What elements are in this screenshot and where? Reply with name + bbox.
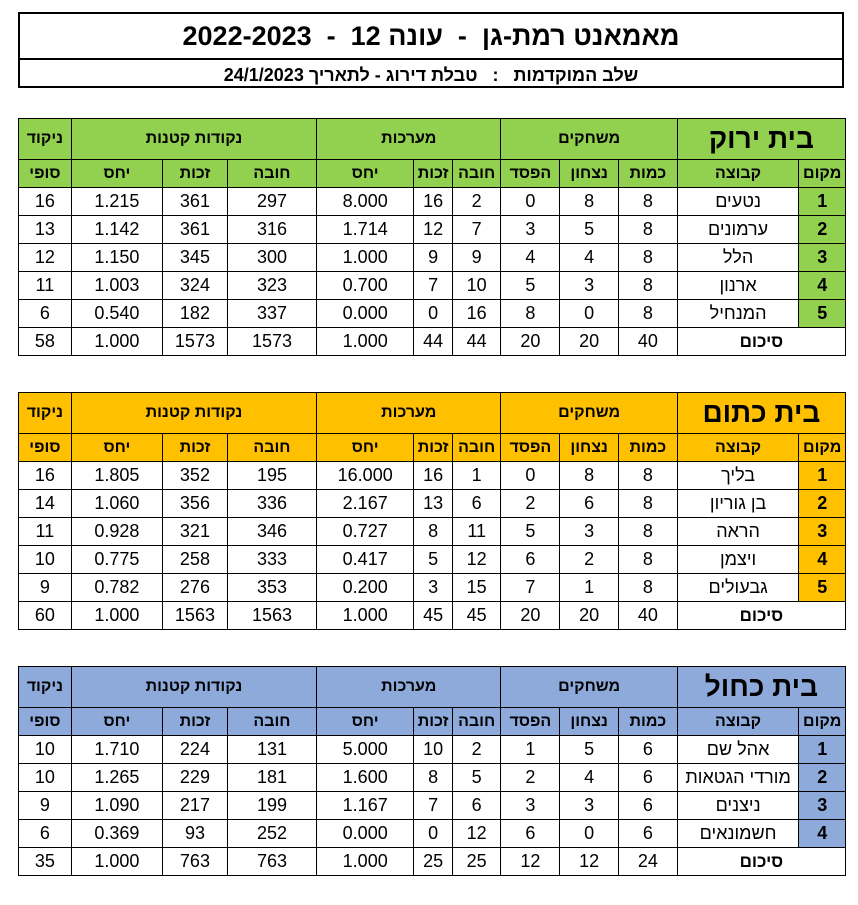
- sets-credit-cell: 8: [414, 518, 453, 546]
- total-label: סיכום: [677, 848, 845, 876]
- pts-debit-cell: 336: [227, 490, 316, 518]
- played-cell: 8: [619, 216, 678, 244]
- table-row: [19, 300, 846, 328]
- pts-credit-cell: 345: [163, 244, 228, 272]
- team-name-cell: הלל: [677, 244, 799, 272]
- rank-cell: 2: [799, 490, 846, 518]
- score-header-bottom: סופי: [19, 160, 72, 188]
- sets-debit-cell: 9: [452, 244, 501, 272]
- pts-ratio-cell: 1.003: [71, 272, 162, 300]
- total-played-cell: 40: [619, 328, 678, 356]
- pts-ratio-cell: 1.215: [71, 188, 162, 216]
- points-debit-header: חובה: [227, 708, 316, 736]
- total-lost-cell: 20: [501, 602, 560, 630]
- sets-ratio-cell: 2.167: [317, 490, 414, 518]
- won-cell: 6: [560, 490, 619, 518]
- sets-group-header: מערכות: [317, 393, 501, 434]
- score-header-top: ניקוד: [19, 119, 72, 160]
- sets-credit-cell: 12: [414, 216, 453, 244]
- table-row: [19, 462, 846, 490]
- sets-credit-cell: 7: [414, 792, 453, 820]
- total-won-cell: 20: [560, 328, 619, 356]
- team-name-cell: מורדי הגטאות: [677, 764, 799, 792]
- sets-ratio-cell: 0.417: [317, 546, 414, 574]
- table-row: [19, 574, 846, 602]
- rank-cell: 2: [799, 764, 846, 792]
- won-cell: 8: [560, 462, 619, 490]
- pts-ratio-cell: 1.265: [71, 764, 162, 792]
- games-group-header: משחקים: [501, 119, 677, 160]
- pts-ratio-cell: 0.369: [71, 820, 162, 848]
- played-cell: 8: [619, 272, 678, 300]
- team-name-cell: בליך: [677, 462, 799, 490]
- house-title: בית כתום: [677, 393, 845, 434]
- played-cell: 8: [619, 490, 678, 518]
- total-played-cell: 40: [619, 602, 678, 630]
- played-header: כמות: [619, 708, 678, 736]
- sets-credit-cell: 13: [414, 490, 453, 518]
- lost-header: הפסד: [501, 708, 560, 736]
- pts-ratio-cell: 1.805: [71, 462, 162, 490]
- played-cell: 6: [619, 764, 678, 792]
- won-cell: 2: [560, 546, 619, 574]
- won-cell: 5: [560, 736, 619, 764]
- total-pts-credit-cell: 1563: [163, 602, 228, 630]
- page-subtitle: שלב המוקדמות : טבלת דירוג - לתאריך 24/1/2023: [223, 65, 639, 85]
- sets-debit-cell: 11: [452, 518, 501, 546]
- score-cell: 10: [19, 764, 72, 792]
- sets-ratio-cell: 1.600: [317, 764, 414, 792]
- total-score-cell: 35: [19, 848, 72, 876]
- pts-ratio-cell: 0.782: [71, 574, 162, 602]
- points-debit-header: חובה: [227, 160, 316, 188]
- pts-credit-cell: 356: [163, 490, 228, 518]
- sets-ratio-cell: 1.000: [317, 244, 414, 272]
- total-sets-credit-cell: 44: [414, 328, 453, 356]
- won-cell: 3: [560, 518, 619, 546]
- total-pts-credit-cell: 763: [163, 848, 228, 876]
- played-cell: 8: [619, 188, 678, 216]
- total-pts-ratio-cell: 1.000: [71, 602, 162, 630]
- won-cell: 5: [560, 216, 619, 244]
- score-cell: 11: [19, 272, 72, 300]
- lost-cell: 1: [501, 736, 560, 764]
- rank-header: מקום: [799, 434, 846, 462]
- total-label: סיכום: [677, 602, 845, 630]
- sets-debit-cell: 1: [452, 462, 501, 490]
- pts-credit-cell: 217: [163, 792, 228, 820]
- total-pts-debit-cell: 1563: [227, 602, 316, 630]
- sets-ratio-cell: 8.000: [317, 188, 414, 216]
- rank-cell: 1: [799, 462, 846, 490]
- total-pts-ratio-cell: 1.000: [71, 328, 162, 356]
- team-name-cell: נטעים: [677, 188, 799, 216]
- lost-cell: 0: [501, 188, 560, 216]
- sets-debit-cell: 7: [452, 216, 501, 244]
- sets-debit-cell: 15: [452, 574, 501, 602]
- page-title: מאמאנט רמת-גן - עונה 12 - 2022-2023: [20, 14, 842, 60]
- lost-cell: 3: [501, 792, 560, 820]
- pts-ratio-cell: 1.150: [71, 244, 162, 272]
- total-row: [19, 328, 846, 356]
- games-group-header: משחקים: [501, 667, 677, 708]
- rank-cell: 1: [799, 188, 846, 216]
- played-cell: 8: [619, 574, 678, 602]
- total-label: סיכום: [677, 328, 845, 356]
- sets-credit-cell: 0: [414, 820, 453, 848]
- pts-credit-cell: 352: [163, 462, 228, 490]
- pts-credit-cell: 93: [163, 820, 228, 848]
- pts-debit-cell: 297: [227, 188, 316, 216]
- page-header: [18, 12, 844, 88]
- pts-ratio-cell: 0.928: [71, 518, 162, 546]
- sets-ratio-cell: 5.000: [317, 736, 414, 764]
- total-lost-cell: 20: [501, 328, 560, 356]
- total-sets-ratio-cell: 1.000: [317, 848, 414, 876]
- rank-cell: 3: [799, 518, 846, 546]
- won-cell: 0: [560, 300, 619, 328]
- pts-ratio-cell: 1.710: [71, 736, 162, 764]
- played-cell: 6: [619, 792, 678, 820]
- won-cell: 0: [560, 820, 619, 848]
- pts-debit-cell: 252: [227, 820, 316, 848]
- points-ratio-header: יחס: [71, 434, 162, 462]
- pts-credit-cell: 324: [163, 272, 228, 300]
- pts-credit-cell: 361: [163, 216, 228, 244]
- pts-debit-cell: 300: [227, 244, 316, 272]
- total-pts-credit-cell: 1573: [163, 328, 228, 356]
- rank-header: מקום: [799, 708, 846, 736]
- pts-ratio-cell: 0.540: [71, 300, 162, 328]
- pts-credit-cell: 182: [163, 300, 228, 328]
- sets-credit-cell: 3: [414, 574, 453, 602]
- score-header-bottom: סופי: [19, 708, 72, 736]
- team-name-cell: המנחיל: [677, 300, 799, 328]
- pts-debit-cell: 316: [227, 216, 316, 244]
- sets-credit-header: זכות: [414, 708, 453, 736]
- score-cell: 14: [19, 490, 72, 518]
- total-pts-ratio-cell: 1.000: [71, 848, 162, 876]
- pts-ratio-cell: 0.775: [71, 546, 162, 574]
- pts-debit-cell: 199: [227, 792, 316, 820]
- won-cell: 3: [560, 792, 619, 820]
- total-score-cell: 58: [19, 328, 72, 356]
- played-cell: 8: [619, 244, 678, 272]
- total-sets-debit-cell: 25: [452, 848, 501, 876]
- house-table: [18, 118, 846, 356]
- sets-ratio-cell: 16.000: [317, 462, 414, 490]
- team-name-cell: גבעולים: [677, 574, 799, 602]
- won-cell: 4: [560, 764, 619, 792]
- team-name-cell: ניצנים: [677, 792, 799, 820]
- sets-credit-cell: 5: [414, 546, 453, 574]
- points-debit-header: חובה: [227, 434, 316, 462]
- rank-cell: 5: [799, 300, 846, 328]
- sets-debit-cell: 2: [452, 188, 501, 216]
- pts-ratio-cell: 1.090: [71, 792, 162, 820]
- lost-header: הפסד: [501, 434, 560, 462]
- table-row: [19, 272, 846, 300]
- points-group-header: נקודות קטנות: [71, 667, 316, 708]
- lost-cell: 3: [501, 216, 560, 244]
- score-cell: 6: [19, 300, 72, 328]
- sets-ratio-cell: 0.727: [317, 518, 414, 546]
- won-header: נצחון: [560, 708, 619, 736]
- rank-header: מקום: [799, 160, 846, 188]
- pts-debit-cell: 195: [227, 462, 316, 490]
- pts-credit-cell: 361: [163, 188, 228, 216]
- team-name-cell: אהל שם: [677, 736, 799, 764]
- sets-ratio-cell: 1.167: [317, 792, 414, 820]
- points-credit-header: זכות: [163, 708, 228, 736]
- table-row: [19, 736, 846, 764]
- table-row: [19, 188, 846, 216]
- score-cell: 13: [19, 216, 72, 244]
- total-played-cell: 24: [619, 848, 678, 876]
- won-header: נצחון: [560, 160, 619, 188]
- sets-credit-cell: 16: [414, 462, 453, 490]
- score-header-top: ניקוד: [19, 393, 72, 434]
- points-group-header: נקודות קטנות: [71, 393, 316, 434]
- sets-ratio-cell: 0.000: [317, 820, 414, 848]
- team-header: קבוצה: [677, 708, 799, 736]
- house-title: בית ירוק: [677, 119, 845, 160]
- played-cell: 8: [619, 300, 678, 328]
- score-cell: 12: [19, 244, 72, 272]
- pts-debit-cell: 333: [227, 546, 316, 574]
- sets-credit-cell: 0: [414, 300, 453, 328]
- lost-cell: 6: [501, 820, 560, 848]
- team-name-cell: חשמונאים: [677, 820, 799, 848]
- sets-ratio-header: יחס: [317, 160, 414, 188]
- played-cell: 8: [619, 518, 678, 546]
- played-header: כמות: [619, 160, 678, 188]
- rank-cell: 4: [799, 546, 846, 574]
- rank-cell: 4: [799, 820, 846, 848]
- table-row: [19, 546, 846, 574]
- pts-credit-cell: 276: [163, 574, 228, 602]
- points-credit-header: זכות: [163, 160, 228, 188]
- sets-ratio-cell: 0.200: [317, 574, 414, 602]
- sets-credit-cell: 16: [414, 188, 453, 216]
- score-cell: 11: [19, 518, 72, 546]
- team-name-cell: ארנון: [677, 272, 799, 300]
- played-cell: 8: [619, 546, 678, 574]
- score-cell: 10: [19, 736, 72, 764]
- team-header: קבוצה: [677, 434, 799, 462]
- rank-cell: 3: [799, 792, 846, 820]
- team-name-cell: ערמונים: [677, 216, 799, 244]
- lost-cell: 6: [501, 546, 560, 574]
- score-cell: 10: [19, 546, 72, 574]
- table-row: [19, 792, 846, 820]
- score-header-top: ניקוד: [19, 667, 72, 708]
- team-name-cell: הראה: [677, 518, 799, 546]
- total-sets-credit-cell: 25: [414, 848, 453, 876]
- sets-debit-cell: 6: [452, 792, 501, 820]
- score-cell: 9: [19, 574, 72, 602]
- total-won-cell: 12: [560, 848, 619, 876]
- score-cell: 16: [19, 462, 72, 490]
- sets-credit-cell: 9: [414, 244, 453, 272]
- played-cell: 6: [619, 736, 678, 764]
- lost-cell: 4: [501, 244, 560, 272]
- won-cell: 4: [560, 244, 619, 272]
- points-ratio-header: יחס: [71, 160, 162, 188]
- sets-debit-header: חובה: [452, 708, 501, 736]
- rank-cell: 3: [799, 244, 846, 272]
- points-ratio-header: יחס: [71, 708, 162, 736]
- sets-credit-header: זכות: [414, 160, 453, 188]
- sets-ratio-header: יחס: [317, 434, 414, 462]
- points-group-header: נקודות קטנות: [71, 119, 316, 160]
- team-name-cell: בן גוריון: [677, 490, 799, 518]
- won-header: נצחון: [560, 434, 619, 462]
- lost-cell: 0: [501, 462, 560, 490]
- pts-ratio-cell: 1.142: [71, 216, 162, 244]
- score-cell: 6: [19, 820, 72, 848]
- sets-debit-cell: 6: [452, 490, 501, 518]
- pts-credit-cell: 229: [163, 764, 228, 792]
- total-sets-ratio-cell: 1.000: [317, 328, 414, 356]
- sets-credit-cell: 7: [414, 272, 453, 300]
- total-won-cell: 20: [560, 602, 619, 630]
- played-cell: 8: [619, 462, 678, 490]
- rank-cell: 1: [799, 736, 846, 764]
- lost-cell: 7: [501, 574, 560, 602]
- pts-credit-cell: 224: [163, 736, 228, 764]
- sets-credit-cell: 8: [414, 764, 453, 792]
- table-row: [19, 820, 846, 848]
- house-table: [18, 666, 846, 876]
- lost-header: הפסד: [501, 160, 560, 188]
- lost-cell: 8: [501, 300, 560, 328]
- total-lost-cell: 12: [501, 848, 560, 876]
- sets-debit-cell: 2: [452, 736, 501, 764]
- games-group-header: משחקים: [501, 393, 677, 434]
- sets-debit-cell: 10: [452, 272, 501, 300]
- sets-credit-header: זכות: [414, 434, 453, 462]
- won-cell: 8: [560, 188, 619, 216]
- sets-debit-cell: 5: [452, 764, 501, 792]
- total-sets-debit-cell: 44: [452, 328, 501, 356]
- score-cell: 16: [19, 188, 72, 216]
- sets-credit-cell: 10: [414, 736, 453, 764]
- table-row: [19, 244, 846, 272]
- pts-debit-cell: 337: [227, 300, 316, 328]
- total-sets-debit-cell: 45: [452, 602, 501, 630]
- pts-debit-cell: 181: [227, 764, 316, 792]
- house-table: [18, 392, 846, 630]
- won-cell: 3: [560, 272, 619, 300]
- pts-credit-cell: 258: [163, 546, 228, 574]
- score-header-bottom: סופי: [19, 434, 72, 462]
- pts-debit-cell: 346: [227, 518, 316, 546]
- total-pts-debit-cell: 763: [227, 848, 316, 876]
- table-row: [19, 764, 846, 792]
- total-sets-credit-cell: 45: [414, 602, 453, 630]
- won-cell: 1: [560, 574, 619, 602]
- score-cell: 9: [19, 792, 72, 820]
- table-row: [19, 490, 846, 518]
- pts-debit-cell: 353: [227, 574, 316, 602]
- total-score-cell: 60: [19, 602, 72, 630]
- rank-cell: 5: [799, 574, 846, 602]
- sets-debit-cell: 16: [452, 300, 501, 328]
- points-credit-header: זכות: [163, 434, 228, 462]
- sets-group-header: מערכות: [317, 667, 501, 708]
- total-sets-ratio-cell: 1.000: [317, 602, 414, 630]
- sets-debit-cell: 12: [452, 820, 501, 848]
- pts-debit-cell: 323: [227, 272, 316, 300]
- pts-credit-cell: 321: [163, 518, 228, 546]
- lost-cell: 5: [501, 272, 560, 300]
- total-pts-debit-cell: 1573: [227, 328, 316, 356]
- lost-cell: 2: [501, 764, 560, 792]
- total-row: [19, 602, 846, 630]
- team-name-cell: ויצמן: [677, 546, 799, 574]
- sets-ratio-cell: 1.714: [317, 216, 414, 244]
- pts-debit-cell: 131: [227, 736, 316, 764]
- sets-ratio-header: יחס: [317, 708, 414, 736]
- sets-debit-cell: 12: [452, 546, 501, 574]
- played-cell: 6: [619, 820, 678, 848]
- sets-debit-header: חובה: [452, 434, 501, 462]
- pts-ratio-cell: 1.060: [71, 490, 162, 518]
- rank-cell: 2: [799, 216, 846, 244]
- total-row: [19, 848, 846, 876]
- sets-ratio-cell: 0.000: [317, 300, 414, 328]
- table-row: [19, 216, 846, 244]
- sets-group-header: מערכות: [317, 119, 501, 160]
- played-header: כמות: [619, 434, 678, 462]
- rank-cell: 4: [799, 272, 846, 300]
- table-row: [19, 518, 846, 546]
- lost-cell: 2: [501, 490, 560, 518]
- sets-ratio-cell: 0.700: [317, 272, 414, 300]
- team-header: קבוצה: [677, 160, 799, 188]
- sets-debit-header: חובה: [452, 160, 501, 188]
- house-title: בית כחול: [677, 667, 845, 708]
- lost-cell: 5: [501, 518, 560, 546]
